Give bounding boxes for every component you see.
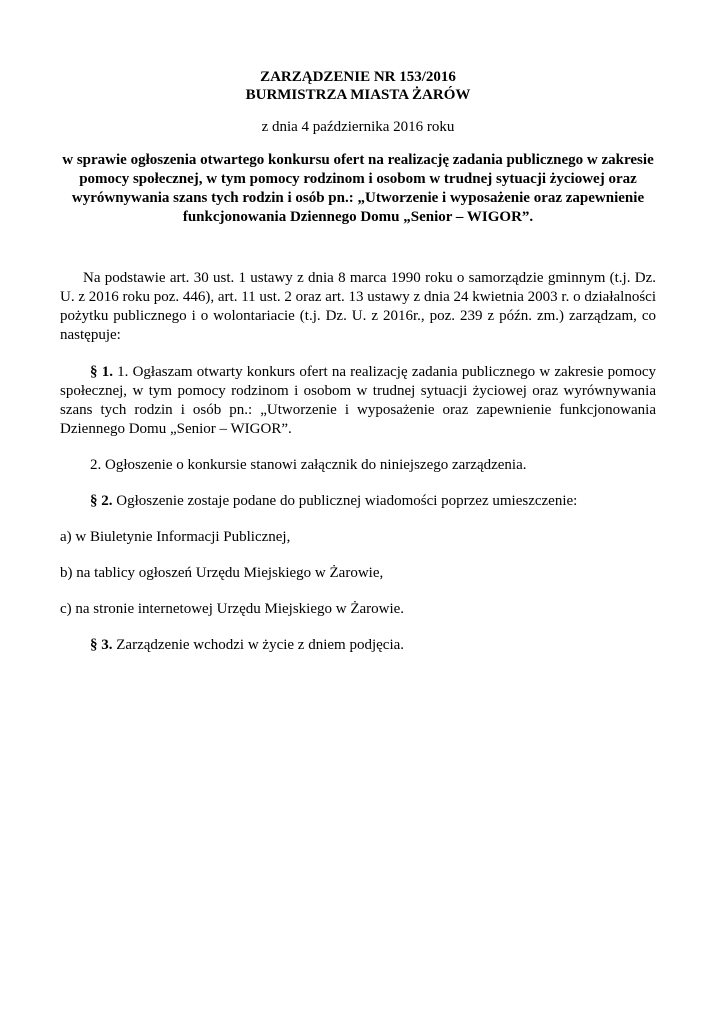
section-3-text: Zarządzenie wchodzi w życie z dniem podjęcia. (112, 637, 405, 653)
document-title (60, 68, 656, 104)
section-3-mark: § 3. (90, 637, 113, 653)
section-2-mark: § 2. (90, 493, 113, 509)
section-1-mark: § 1. (90, 364, 113, 380)
document-date: z dnia 4 października 2016 roku (261, 119, 455, 135)
document-subject (60, 151, 656, 227)
title-line-2: BURMISTRZA MIASTA ŻARÓW (245, 87, 471, 103)
section-3-paragraph (60, 636, 656, 655)
section-1-paragraph (60, 363, 656, 439)
section-1-text: 1. Ogłaszam otwarty konkurs ofert na realizację zadania publicznego w zakresie pomocy społecznej, w tym pomocy rodzinom i osobom w trudnej sytuacji życiowej oraz wyrównywania szans tych rodzin i osób pn.: „Utworzenie i wyposażenie oraz zapewnienie funkcjonowania Dziennego Domu „Senior – WIGOR”. (60, 364, 656, 437)
section-2-paragraph (60, 492, 656, 511)
list-item-c: c) na stronie internetowej Urzędu Miejskiego w Żarowie. (60, 601, 405, 617)
section-1-point-2: 2. Ogłoszenie o konkursie stanowi załącznik do niniejszego zarządzenia. (90, 457, 527, 473)
subject-line-1: w sprawie ogłoszenia otwartego konkursu ofert na realizację zadania publicznego w zakresie (62, 152, 654, 168)
subject-line-4: funkcjonowania Dziennego Domu „Senior – WIGOR”. (182, 209, 534, 225)
section-2-text: Ogłoszenie zostaje podane do publicznej wiadomości poprzez umieszczenie: (112, 493, 578, 509)
subject-line-2: pomocy społecznej, w tym pomocy rodzinom i osobom w trudnej sytuacji życiowej oraz (79, 171, 637, 187)
subject-line-3: wyrównywania szans tych rodzin i osób pn.: „Utworzenie i wyposażenie oraz zapewnienie (71, 190, 645, 206)
list-item-a: a) w Biuletynie Informacji Publicznej, (60, 529, 291, 545)
title-line-1: ZARZĄDZENIE NR 153/2016 (260, 69, 456, 85)
legal-basis-paragraph: Na podstawie art. 30 ust. 1 ustawy z dnia 8 marca 1990 roku o samorządzie gminnym (t.j. Dz. U. z 2016 roku poz. 446), art. 11 ust. 2 oraz art. 13 ustawy z dnia 24 kwietnia 2003 r. o działalności pożytku publicznego i o wolontariacie (t.j. Dz. U. z 2016r., poz. 239 z późn. zm.) zarządzam, co następuje: (60, 270, 656, 343)
document-page (60, 68, 656, 655)
list-item-b: b) na tablicy ogłoszeń Urzędu Miejskiego w Żarowie, (60, 565, 384, 581)
